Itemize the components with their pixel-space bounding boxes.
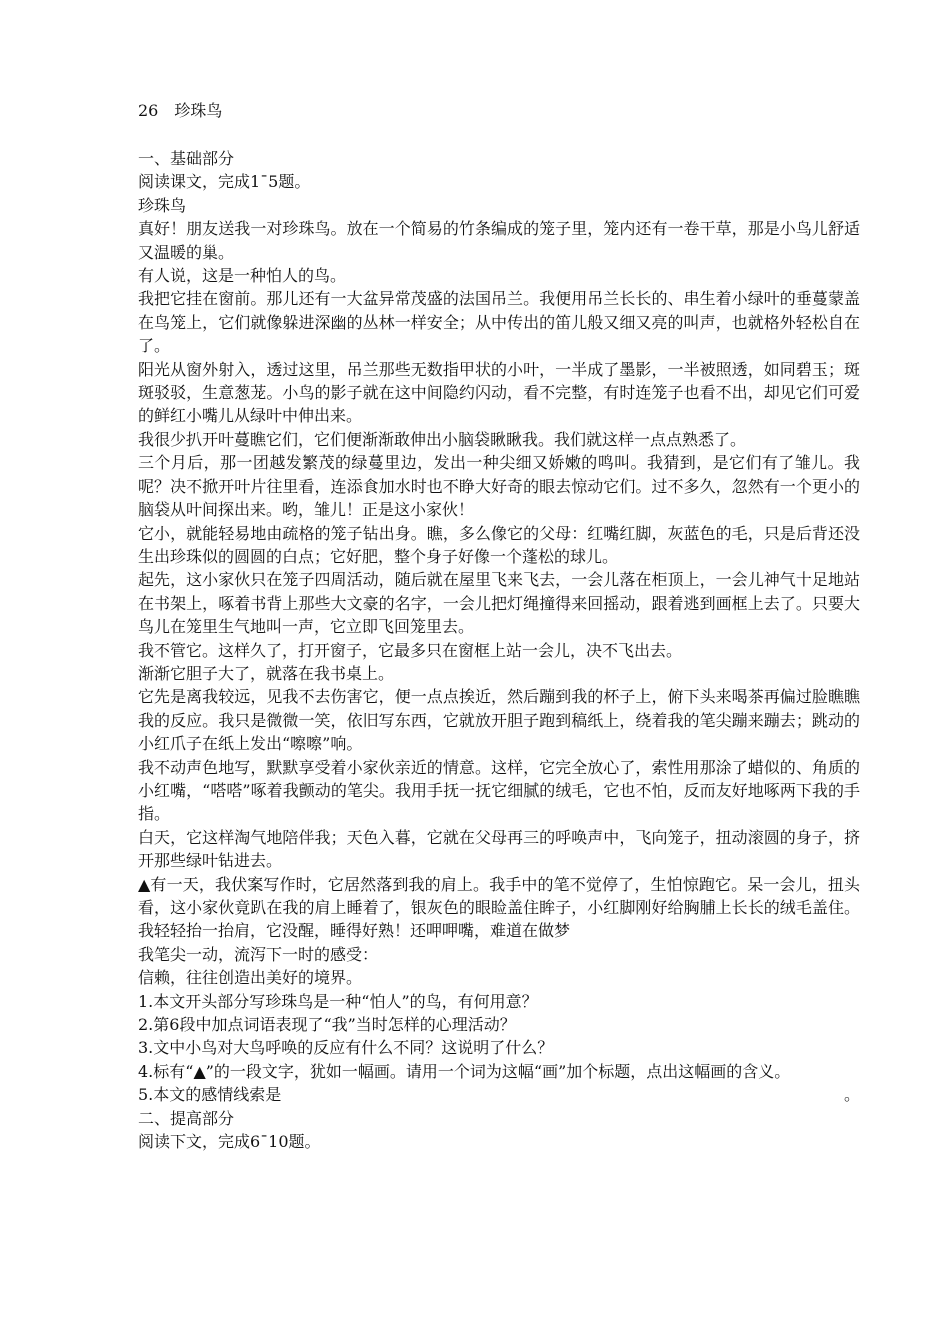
paragraph-12: 我不动声色地写，默默享受着小家伙亲近的情意。这样，它完全放心了，索性用那涂了蜡似的、角质的小红嘴，“嗒嗒”啄着我颤动的笔尖。我用手抚一抚它细腻的绒毛，它也不怕，反而友好地啄两下我的手指。 — [138, 757, 860, 824]
section-heading-advanced: 二、提高部分 — [138, 1108, 235, 1128]
paragraph-5: 我很少扒开叶蔓瞧它们，它们便渐渐敢伸出小脑袋瞅瞅我。我们就这样一点点熟悉了。 — [138, 429, 747, 449]
paragraph-3: 我把它挂在窗前。那儿还有一大盆异常茂盛的法国吊兰。我便用吊兰长长的、串生着小绿叶的垂蔓蒙盖在鸟笼上，它们就像躲进深幽的丛林一样安全；从中传出的笛儿般又细又亮的叫声，也就格外轻松自在了。 — [138, 289, 860, 356]
question-5-end: 。 — [843, 1085, 860, 1105]
instruction-text: 阅读课文，完成1¯5题。 — [138, 172, 311, 192]
question-1: 1.本文开头部分写珍珠鸟是一种“怕人”的鸟，有何用意？ — [138, 991, 538, 1011]
paragraph-11: 它先是离我较远，见我不去伤害它，便一点点挨近，然后蹦到我的杯子上，俯下头来喝茶再偏过脸瞧瞧我的反应。我只是微微一笑，依旧写东西，它就放开胆子跑到稿纸上，绕着我的笔尖蹦来蹦去；跳动的小红爪子在纸上发出“嚓嚓”响。 — [138, 687, 860, 754]
paragraph-14-marked: ▲有一天，我伏案写作时，它居然落到我的肩上。我手中的笔不觉停了，生怕惊跑它。呆一会儿，扭头看，这小家伙竟趴在我的肩上睡着了，银灰色的眼睑盖住眸子，小红脚刚好给胸脯上长长的绒毛盖住。我轻轻抬一抬肩，它没醒，睡得好熟！还呷呷嘴，难道在做梦 — [138, 874, 860, 941]
paragraph-2: 有人说，这是一种怕人的鸟。 — [138, 266, 347, 286]
paragraph-7: 它小，就能轻易地由疏格的笼子钻出身。瞧，多么像它的父母：红嘴红脚，灰蓝色的毛，只是后背还没生出珍珠似的圆圆的白点；它好肥，整个身子好像一个蓬松的球儿。 — [138, 523, 860, 566]
article-title: 珍珠鸟 — [138, 195, 187, 215]
paragraph-15: 我笔尖一动，流泻下一时的感受： — [138, 944, 379, 964]
document-page — [138, 99, 860, 1153]
question-2: 2.第6段中加点词语表现了“我”当时怎样的心理活动？ — [138, 1015, 516, 1035]
lesson-title: 26 珍珠鸟 — [138, 101, 223, 120]
paragraph-10: 渐渐它胆子大了，就落在我书桌上。 — [138, 663, 395, 683]
paragraph-16: 信赖，往往创造出美好的境界。 — [138, 968, 363, 988]
paragraph-13: 白天，它这样淘气地陪伴我；天色入暮，它就在父母再三的呼唤声中，飞向笼子，扭动滚圆的身子，挤开那些绿叶钻进去。 — [138, 827, 860, 871]
section-heading-basic: 一、基础部分 — [138, 149, 235, 168]
paragraph-8: 起先，这小家伙只在笼子四周活动，随后就在屋里飞来飞去，一会儿落在柜顶上，一会儿神气十足地站在书架上，啄着书背上那些大文豪的名字，一会儿把灯绳撞得来回摇动，跟着逃到画框上去了。只要大鸟儿在笼里生气地叫一声，它立即飞回笼里去。 — [138, 570, 860, 637]
question-4: 4.标有“▲”的一段文字，犹如一幅画。请用一个词为这幅“画”加个标题，点出这幅画的含义。 — [138, 1061, 791, 1081]
question-5-text: 5.本文的感情线索是 — [138, 1085, 282, 1105]
paragraph-4: 阳光从窗外射入，透过这里，吊兰那些无数指甲状的小叶，一半成了墨影，一半被照透，如同碧玉；斑斑驳驳，生意葱茏。小鸟的影子就在这中间隐约闪动，看不完整，有时连笼子也看不出，却见它们可爱的鲜红小嘴儿从绿叶中伸出来。 — [138, 359, 860, 426]
question-5 — [138, 1083, 860, 1106]
paragraph-9: 我不管它。这样久了，打开窗子，它最多只在窗框上站一会儿，决不飞出去。 — [138, 640, 683, 660]
paragraph-6: 三个月后，那一团越发繁茂的绿蔓里边，发出一种尖细又娇嫩的鸣叫。我猜到，是它们有了雏儿。我呢？决不掀开叶片往里看，连添食加水时也不睁大好奇的眼去惊动它们。过不多久，忽然有一个更小的脑袋从叶间探出来。哟，雏儿！正是这小家伙！ — [138, 453, 860, 520]
instruction-text-2: 阅读下文，完成6¯10题。 — [138, 1132, 321, 1152]
paragraph-1: 真好！朋友送我一对珍珠鸟。放在一个简易的竹条编成的笼子里，笼内还有一卷干草，那是小鸟儿舒适又温暖的巢。 — [138, 219, 860, 262]
question-3: 3.文中小鸟对大鸟呼唤的反应有什么不同？这说明了什么？ — [138, 1038, 554, 1058]
